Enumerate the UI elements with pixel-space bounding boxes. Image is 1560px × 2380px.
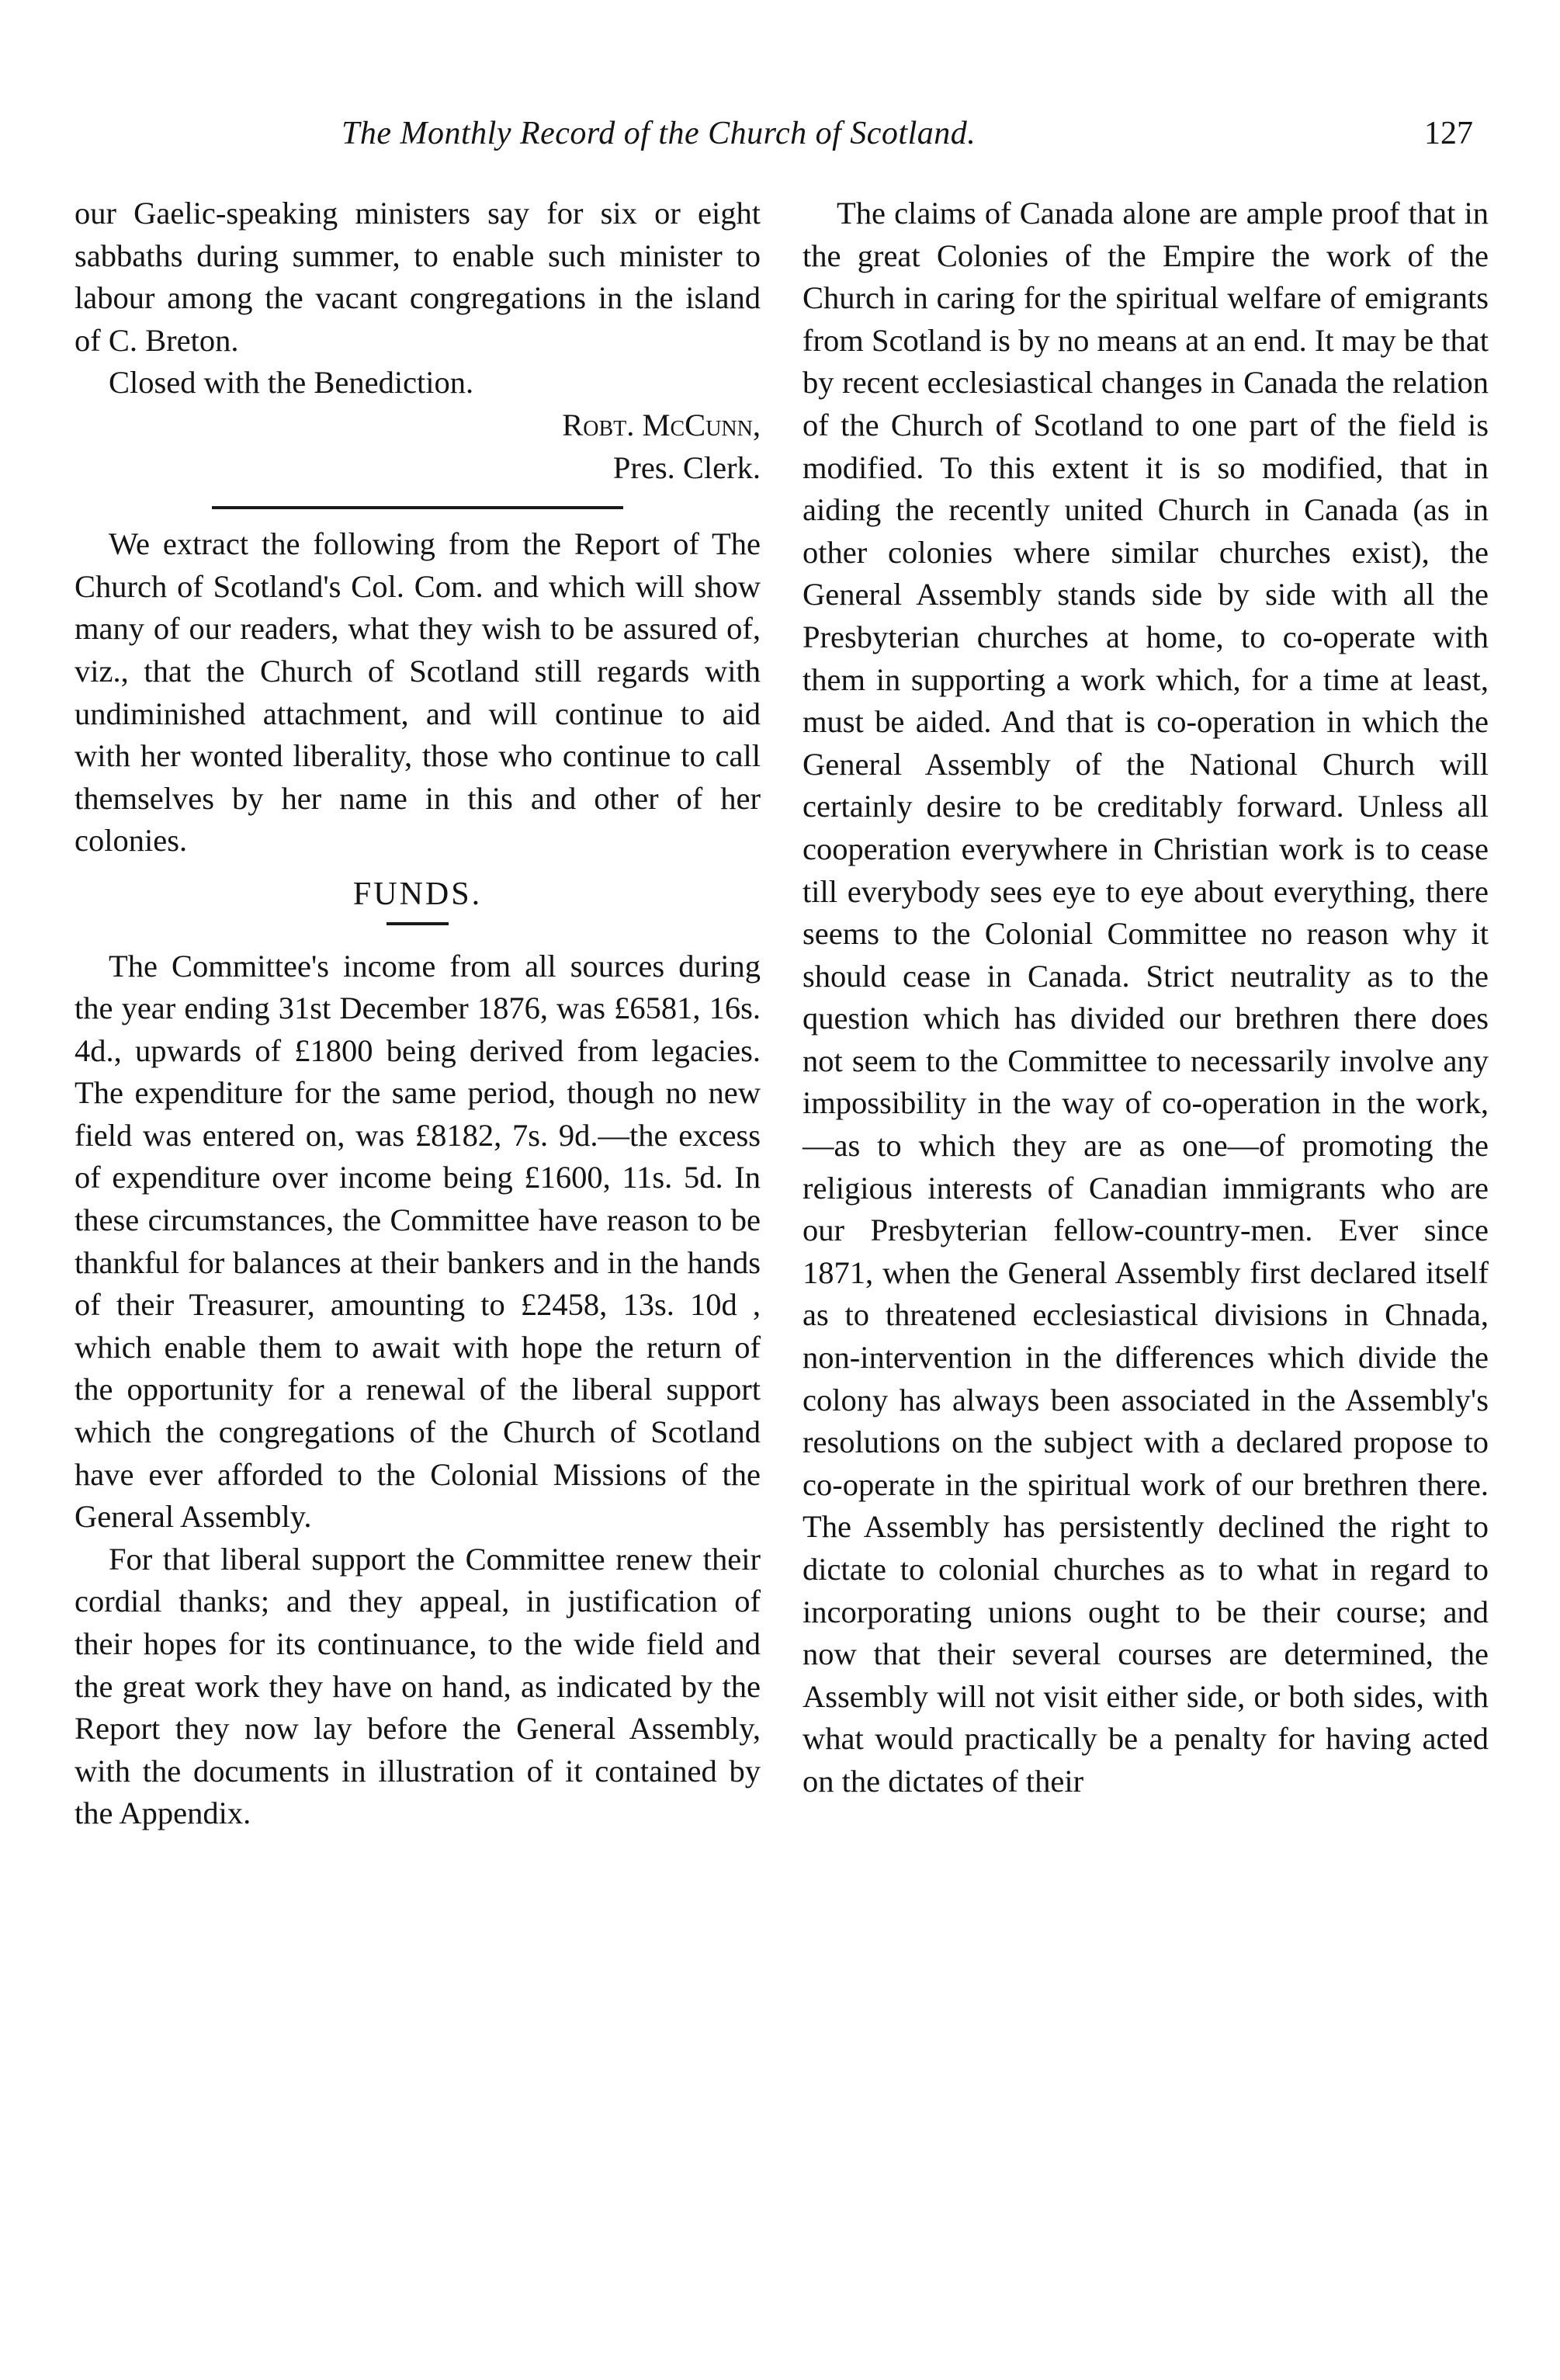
section-heading-funds: FUNDS.: [352, 876, 483, 912]
page-header: [0, 115, 1560, 161]
paragraph-extract-report: We extract the following from the Report of The Church of Scotland's Col. Com. and which will show many of our readers, what they wish to be assured of, viz., that the Church of Scotland still regards with undiminished attachment, and will continue to aid with her wonted liberality, those who continue to call themselves by her name in this and other of her colonies.: [75, 526, 761, 859]
paragraph-claims-of-canada: The claims of Canada alone are ample proof that in the great Colonies of the Empire the work of the Church in caring for the spiritual welfare of emigrants from Scotland is by no means at an end. It may be that by recent ecclesiastical changes in Canada the relation of the Church of Scotland to one part of the field is modified. To this extent it is so modified, that in aiding the recently united Church in Canada (as in other colonies where similar churches exist), the General Assembly stands side by side with all the Presbyterian churches at home, to co-operate with them in supporting a work which, for a time at least, must be aided. And that is co-operation in which the General Assembly of the National Church will certainly desire to be creditably forward. Unless all cooperation everywhere in Christian work is to cease till everybody sees eye to eye about everything, there seems to the Colonial Committee no reason why it should cease in Canada. Strict neutrality as to the question which has divided our brethren there does not seem to the Committee to necessarily involve any impossibility in the way of co-operation in the work,—as to which they are as one—of promoting the religious interests of Canadian immigrants who are our Presbyterian fellow-country-men. Ever since 1871, when the General Assembly first declared itself as to threatened ecclesiastical divisions in Chnada, non-intervention in the differences which divide the colony has always been associated in the Assembly's resolutions on the subject with a declared propose to co-operate in the spiritual work of our brethren there. The Assembly has persistently declined the right to dictate to colonial churches as to what in regard to incorporating unions ought to be their course; and now that their several courses are determined, the Assembly will not visit either side, or both sides, with what would practically be a penalty for having acted on the dictates of their: [803, 196, 1489, 1799]
right-column: [803, 193, 1489, 1803]
section-divider: [212, 506, 623, 509]
closing-benediction: Closed with the Benediction.: [109, 365, 474, 401]
page-number: 127: [1424, 116, 1473, 151]
running-title: The Monthly Record of the Church of Scotland.: [341, 116, 976, 151]
heading-rule: [387, 922, 449, 925]
paragraph-funds-income: The Committee's income from all sources during the year ending 31st December 1876, was £6581, 16s. 4d., upwards of £1800 being derived from legacies. The expenditure for the same period, though no new field was entered on, was £8182, 7s. 9d.—the excess of expenditure over income being £1600, 11s. 5d. In these circumstances, the Committee have reason to be thankful for balances at their bankers and in the hands of their Treasurer, amounting to £2458, 13s. 10d , which enable them to await with hope the return of the opportunity for a renewal of the liberal support which the congregations of the Church of Scotland have ever afforded to the Colonial Missions of the General Assembly.: [75, 948, 761, 1535]
paragraph-gaelic-ministers: our Gaelic-speaking ministers say for six or eight sabbaths during summer, to enable such minister to labour among the vacant congregations in the island of C. Breton.: [75, 196, 761, 358]
signature-name: Robt. McCunn,: [562, 407, 761, 442]
paragraph-liberal-support: For that liberal support the Committee renew their cordial thanks; and they appeal, in justification of their hopes for its continuance, to the wide field and the great work they have on hand, as indicated by the Report they now lay before the General Assembly, with the documents in illustration of it contained by the Appendix.: [75, 1541, 761, 1831]
signature-title: Pres. Clerk.: [612, 449, 761, 485]
left-column: [75, 193, 761, 1835]
